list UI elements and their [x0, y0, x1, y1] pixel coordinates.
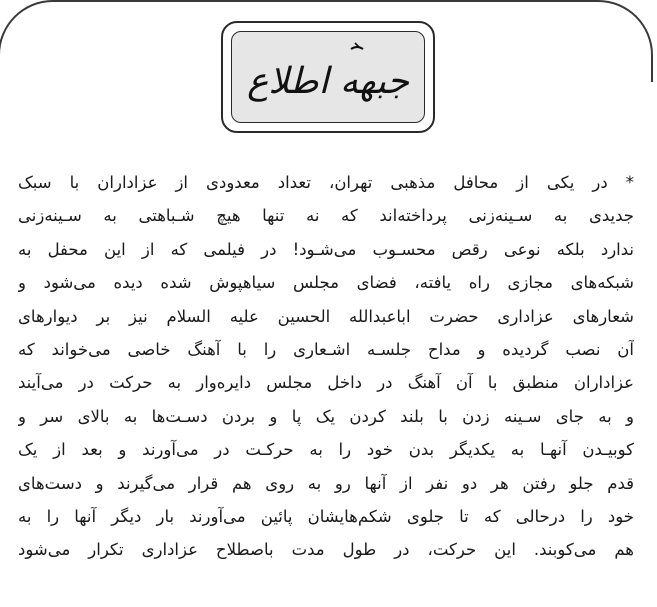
calligraphy-logo-icon [243, 35, 413, 119]
article-body [18, 166, 634, 567]
article-line: عزاداران منطبق با آن آهنگ در داخل مجلس دایره‌وار به حرکت در می‌آیند [18, 373, 634, 393]
logo-text: جبهه اطلاع [246, 61, 410, 102]
article-line: * در یکی از محافل مذهبی تهران، تعداد معدودی از عزاداران با سبک [18, 173, 634, 192]
frame-corner-right [591, 0, 653, 82]
article-line: و به جای سـینه زدن با بلند کردن یک پا و بردن دسـت‌ها به بالای سر و [18, 406, 634, 426]
column-logo [221, 21, 435, 133]
article-line: جدیدی به سـینه‌زنی پرداخته‌اند که نه تنها هیچ شـباهتی به سـینه‌زنی [18, 206, 634, 226]
article-line: خود را درحالی که تا جلوی شکم‌هایشان پائین می‌آورند بار دیگر آنها را به [18, 506, 634, 526]
article-line: ندارد بلکه نوعی رقص محسـوب می‌شـود! در فیلمی که از این محفل به [18, 239, 634, 259]
article-line: شبکه‌های مجازی راه یافته، فضای مجلس سیاهپوش شده دیده می‌شود و [18, 273, 634, 293]
column-logo-inner [231, 31, 425, 123]
frame-top-line [56, 0, 595, 2]
article-line: قدم جلو رفتن هر دو نفر از آنها رو به روی هم قرار می‌گیرند و دست‌های [18, 473, 634, 493]
article-line: هم می‌کوبند. این حرکت، در طول مدت باصطلاح عزاداری تکرار می‌شود [18, 540, 634, 560]
article-line: شعارهای عزاداری حضرت اباعبدالله الحسین علیه السلام نیز بر دیوارهای [18, 306, 634, 326]
article-line: آن نصب گردیده و مداح جلسـه اشـعاری را با آهنگ خاصی می‌خواند که [18, 339, 634, 359]
article-line: کوبیـدن آنهـا به یکدیگر بدن خود را به حرکـت در می‌آورند و بعد از یک [18, 440, 634, 460]
